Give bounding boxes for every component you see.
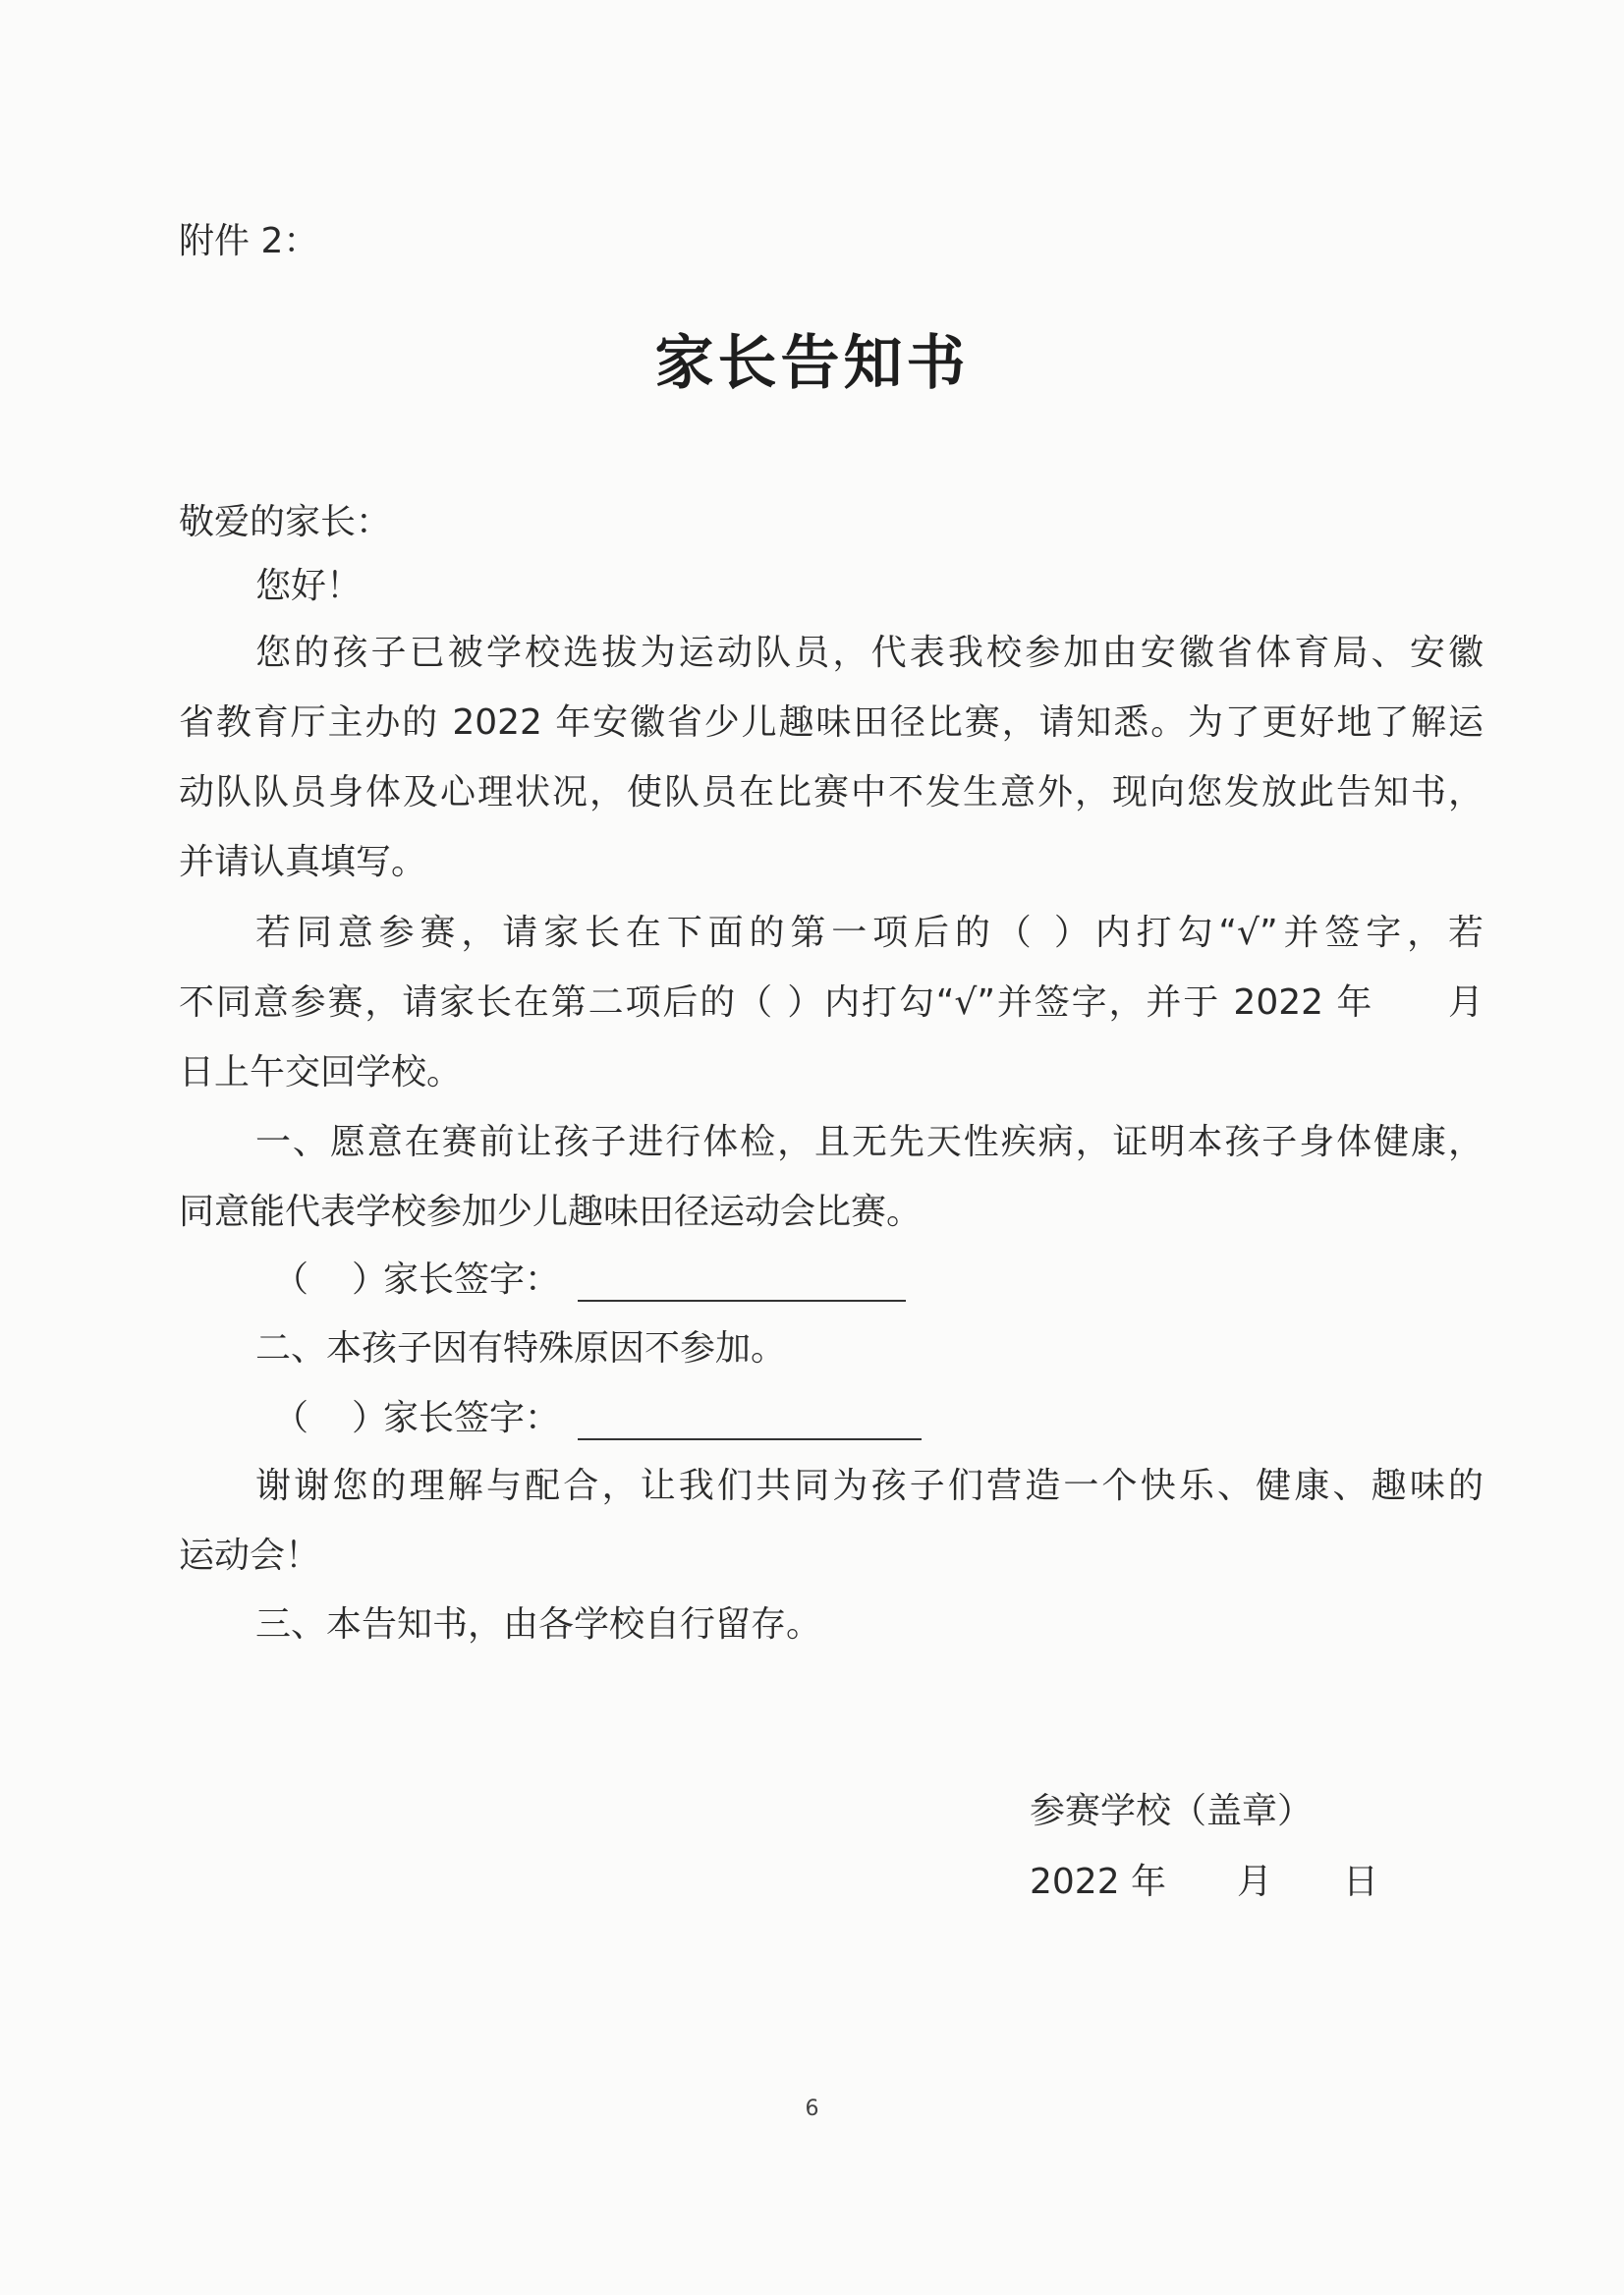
page-number: 6 — [805, 2097, 819, 2121]
paragraph-1-line: 省教育厅主办的 2022 年安徽省少儿趣味田径比赛，请知悉。为了更好地了解运 — [179, 702, 1484, 743]
paragraph-2-line: 若同意参赛，请家长在下面的第一项后的（ ）内打勾“√”并签字，若 — [255, 913, 1484, 953]
item-1-line: 一、愿意在赛前让孩子进行体检，且无先天性疾病，证明本孩子身体健康， — [255, 1122, 1484, 1162]
paragraph-1-line: 您的孩子已被学校选拔为运动队员，代表我校参加由安徽省体育局、安徽 — [255, 633, 1484, 673]
item-1-line: 同意能代表学校参加少儿趣味田径运动会比赛。 — [179, 1192, 923, 1232]
paragraph-2-line: 不同意参赛，请家长在第二项后的（ ）内打勾“√”并签字，并于 2022 年 月 — [179, 982, 1484, 1023]
checkbox-paren-close[interactable]: ） — [352, 1259, 388, 1300]
thanks-line: 运动会！ — [179, 1536, 321, 1576]
signature-row-1 — [273, 1259, 906, 1302]
item-3: 三、本告知书，由各学校自行留存。 — [255, 1604, 822, 1645]
attachment-label: 附件 2： — [179, 221, 319, 261]
thanks-line: 谢谢您的理解与配合，让我们共同为孩子们营造一个快乐、健康、趣味的 — [255, 1466, 1484, 1506]
footer-date: 2022 年 月 日 — [1030, 1862, 1379, 1902]
signature-row-2 — [273, 1397, 922, 1440]
paragraph-1-line: 并请认真填写。 — [179, 842, 427, 882]
parent-signature-label: 家长签字： — [383, 1259, 561, 1300]
paragraph-2-line: 日上午交回学校。 — [179, 1052, 463, 1092]
document-title: 家长告知书 — [654, 329, 970, 398]
checkbox-paren-open: （ — [273, 1398, 309, 1438]
paragraph-1-line: 动队队员身体及心理状况，使队员在比赛中不发生意外，现向您发放此告知书， — [179, 772, 1484, 812]
school-seal-label: 参赛学校（盖章） — [1030, 1791, 1314, 1831]
checkbox-paren-open: （ — [273, 1259, 309, 1300]
parent-signature-label: 家长签字： — [383, 1398, 561, 1438]
parent-signature-line[interactable] — [578, 1264, 906, 1302]
item-2: 二、本孩子因有特殊原因不参加。 — [255, 1328, 787, 1369]
parent-signature-line[interactable] — [578, 1403, 922, 1440]
salutation: 敬爱的家长： — [179, 502, 392, 542]
checkbox-paren-close[interactable]: ） — [352, 1398, 388, 1438]
greeting: 您好！ — [255, 566, 363, 606]
